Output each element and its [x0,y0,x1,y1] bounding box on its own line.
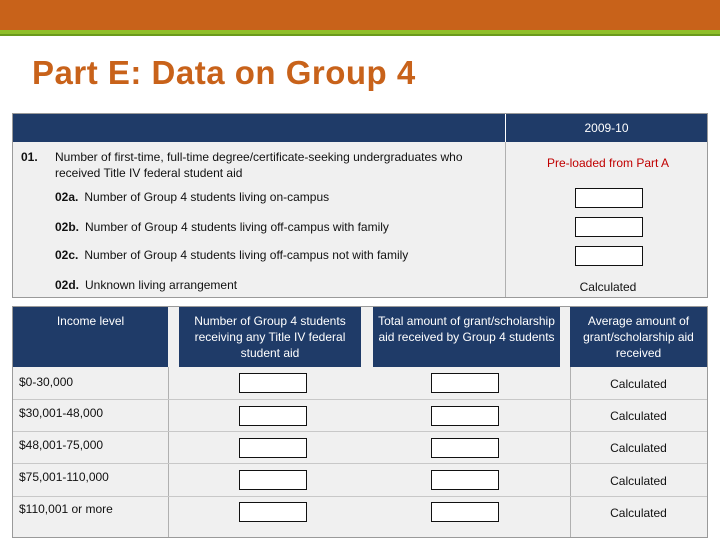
students-receiving-aid-input[interactable] [239,502,307,522]
page-title: Part E: Data on Group 4 [32,54,416,91]
total-grant-aid-input[interactable] [431,406,499,426]
sub-item-02c [55,248,408,262]
question-text: Number of first-time, full-time degree/certificate-seeking undergraduates who received Title IV federal student aid [55,150,463,180]
row-divider [13,496,707,497]
header-students-receiving-aid: Number of Group 4 students receiving any Title IV federal student aid [179,307,361,367]
header-total-grant-aid: Total amount of grant/scholarship aid received by Group 4 students [373,307,560,367]
average-aid-calculated: Calculated [610,441,667,455]
students-receiving-aid-input[interactable] [239,470,307,490]
unknown-living-calculated: Calculated [579,280,637,294]
students-receiving-aid-input[interactable] [239,438,307,458]
income-level-table [12,306,708,538]
sub-item-code: 02c. [55,248,79,262]
row-divider [13,463,707,464]
income-row-label: $0-30,000 [19,375,74,389]
off-campus-with-family-input[interactable] [575,217,643,237]
preloaded-note: Pre-loaded from Part A [546,156,670,170]
average-aid-calculated: Calculated [610,377,667,391]
total-grant-aid-input[interactable] [431,373,499,393]
students-receiving-aid-input[interactable] [239,406,307,426]
sub-item-label: Unknown living arrangement [85,278,238,292]
on-campus-input[interactable] [575,188,643,208]
sub-item-label: Number of Group 4 students living on-campus [84,190,330,204]
sub-item-label: Number of Group 4 students living off-campus with family [85,220,389,234]
sub-item-02a [55,190,329,204]
total-grant-aid-input[interactable] [431,502,499,522]
students-receiving-aid-input[interactable] [239,373,307,393]
income-row-label: $30,001-48,000 [19,406,104,420]
header-income-level: Income level [13,307,168,367]
header-blank-cell [13,114,505,142]
total-grant-aid-input[interactable] [431,438,499,458]
question-number: 01. [21,150,38,164]
row-divider [13,399,707,400]
sub-item-code: 02a. [55,190,79,204]
income-row-label: $75,001-110,000 [19,470,109,484]
sub-item-label: Number of Group 4 students living off-campus not with family [84,248,409,262]
sub-item-code: 02b. [55,220,80,234]
income-row-label: $110,001 or more [19,502,113,516]
column-divider [168,367,169,537]
sub-item-02b [55,220,389,234]
total-grant-aid-input[interactable] [431,470,499,490]
average-aid-calculated: Calculated [610,506,667,520]
sub-item-02d [55,278,237,292]
average-aid-calculated: Calculated [610,474,667,488]
row-divider [13,431,707,432]
column-divider [505,142,506,297]
header-average-grant-aid: Average amount of grant/scholarship aid received [570,307,707,367]
income-row-label: $48,001-75,000 [19,438,104,452]
group4-summary-table [12,113,708,298]
average-aid-calculated: Calculated [610,409,667,423]
top-banner [0,0,720,30]
banner-stripe-green [0,34,720,36]
off-campus-not-with-family-input[interactable] [575,246,643,266]
year-header: 2009-10 [505,114,707,142]
sub-item-code: 02d. [55,278,80,292]
